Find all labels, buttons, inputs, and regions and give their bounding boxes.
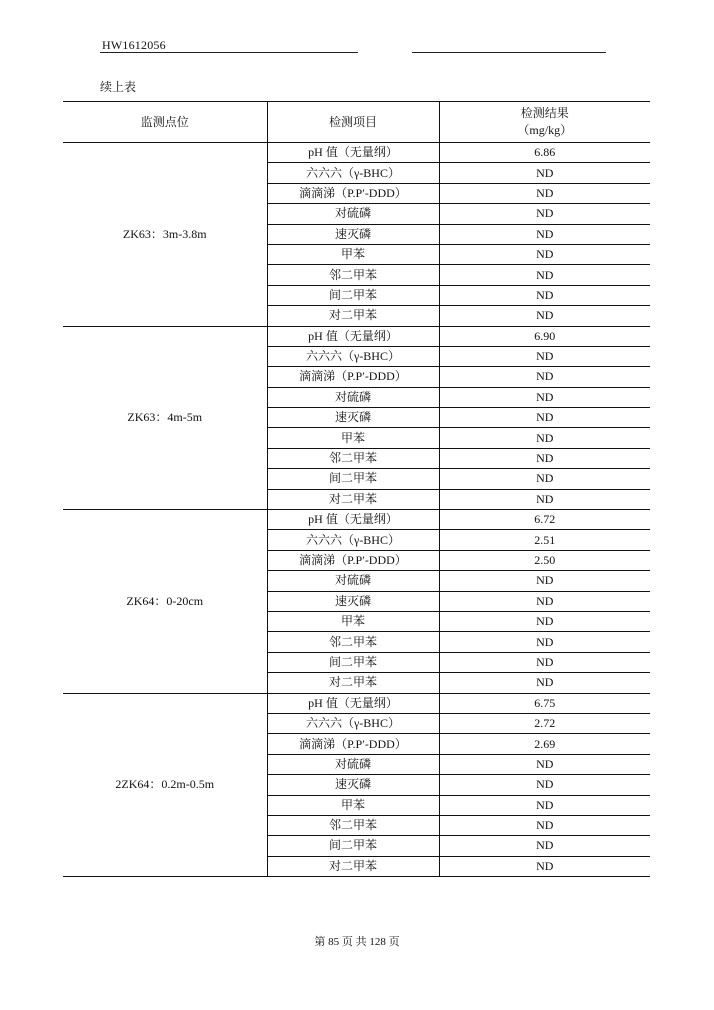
header-result-unit: （mg/kg） [517,123,573,137]
result-cell: ND [439,163,650,183]
item-cell: 对二甲苯 [267,673,439,693]
result-cell: 2.51 [439,530,650,550]
table-body [63,143,650,877]
table-header-row [63,102,650,143]
page-number: 第 85 页 共 128 页 [314,936,400,948]
item-cell: 间二甲苯 [267,836,439,856]
item-cell: 速灭磷 [267,408,439,428]
header-result [439,102,650,143]
item-cell: 滴滴涕（P.P′-DDD） [267,367,439,387]
header-rule-left [100,52,358,53]
table-row [63,693,650,713]
item-cell: 间二甲苯 [267,285,439,305]
result-cell: 6.75 [439,693,650,713]
item-cell: pH 值（无量纲） [267,510,439,530]
item-cell: 滴滴涕（P.P′-DDD） [267,183,439,203]
item-cell: 六六六（γ-BHC） [267,346,439,366]
result-cell: ND [439,775,650,795]
result-cell: ND [439,224,650,244]
result-cell: ND [439,265,650,285]
doc-id: HW1612056 [102,38,166,52]
result-cell: 6.86 [439,143,650,163]
table-row [63,143,650,163]
item-cell: 速灭磷 [267,775,439,795]
results-table [63,101,650,877]
result-cell: ND [439,306,650,326]
header-item: 检测项目 [267,102,439,143]
result-cell: 2.50 [439,550,650,570]
header-result-label: 检测结果 [520,106,569,120]
site-cell: ZK63：4m-5m [63,326,267,510]
result-cell: ND [439,387,650,407]
result-cell: 6.90 [439,326,650,346]
item-cell: 滴滴涕（P.P′-DDD） [267,550,439,570]
result-cell: ND [439,285,650,305]
item-cell: 对硫磷 [267,754,439,774]
results-table-wrapper [63,101,650,877]
site-cell: 2ZK64：0.2m-0.5m [63,693,267,877]
result-cell: ND [439,611,650,631]
item-cell: 速灭磷 [267,591,439,611]
item-cell: 对二甲苯 [267,489,439,509]
result-cell: ND [439,244,650,264]
result-cell: ND [439,469,650,489]
table-row [63,510,650,530]
table-row [63,326,650,346]
result-cell: ND [439,856,650,876]
result-cell: ND [439,652,650,672]
result-cell: ND [439,673,650,693]
item-cell: pH 值（无量纲） [267,326,439,346]
result-cell: ND [439,428,650,448]
item-cell: 滴滴涕（P.P′-DDD） [267,734,439,754]
item-cell: 邻二甲苯 [267,265,439,285]
result-cell: ND [439,204,650,224]
result-cell: ND [439,448,650,468]
header-rule-right [412,52,606,53]
result-cell: 2.69 [439,734,650,754]
item-cell: 对硫磷 [267,387,439,407]
result-cell: ND [439,183,650,203]
result-cell: ND [439,367,650,387]
item-cell: pH 值（无量纲） [267,693,439,713]
item-cell: 甲苯 [267,795,439,815]
site-cell: ZK63：3m-3.8m [63,143,267,327]
result-cell: ND [439,591,650,611]
item-cell: 对二甲苯 [267,856,439,876]
result-cell: ND [439,571,650,591]
item-cell: 甲苯 [267,428,439,448]
result-cell: 6.72 [439,510,650,530]
result-cell: ND [439,489,650,509]
item-cell: 六六六（γ-BHC） [267,713,439,733]
item-cell: 对二甲苯 [267,306,439,326]
result-cell: ND [439,754,650,774]
item-cell: 六六六（γ-BHC） [267,530,439,550]
item-cell: 间二甲苯 [267,652,439,672]
site-cell: ZK64：0-20cm [63,510,267,694]
item-cell: 对硫磷 [267,204,439,224]
result-cell: ND [439,632,650,652]
header-site: 监测点位 [63,102,267,143]
result-cell: ND [439,815,650,835]
item-cell: 对硫磷 [267,571,439,591]
item-cell: 甲苯 [267,244,439,264]
item-cell: 邻二甲苯 [267,448,439,468]
result-cell: 2.72 [439,713,650,733]
item-cell: 邻二甲苯 [267,632,439,652]
result-cell: ND [439,408,650,428]
result-cell: ND [439,346,650,366]
continued-label: 续上表 [100,80,137,94]
item-cell: 甲苯 [267,611,439,631]
item-cell: 六六六（γ-BHC） [267,163,439,183]
item-cell: pH 值（无量纲） [267,143,439,163]
item-cell: 速灭磷 [267,224,439,244]
result-cell: ND [439,795,650,815]
item-cell: 间二甲苯 [267,469,439,489]
result-cell: ND [439,836,650,856]
item-cell: 邻二甲苯 [267,815,439,835]
